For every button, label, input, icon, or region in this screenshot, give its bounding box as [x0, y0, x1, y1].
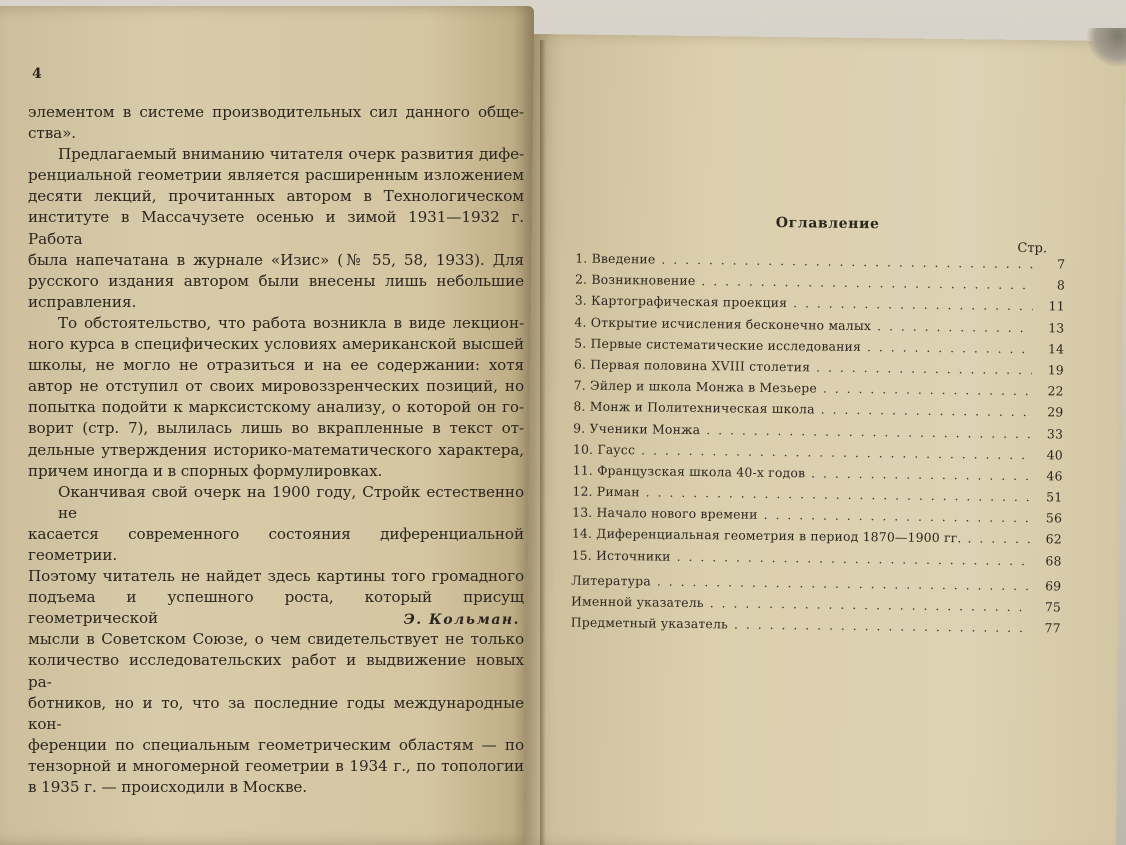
toc-entry-title: 9. Ученики Монжа: [573, 420, 701, 437]
toc-entry-title: 4. Открытие исчисления бесконечно малых: [574, 314, 872, 333]
page-number: 4: [32, 66, 42, 82]
toc-entry-page: 77: [1044, 620, 1061, 636]
paragraph: [28, 313, 524, 482]
toc-entry-page: 68: [1045, 552, 1062, 569]
text-line: Оканчивая свой очерк на 1900 году, Стройк естественно не: [58, 482, 524, 522]
text-line: касается современного состояния диференциальной геометрии.: [28, 524, 524, 564]
leader-dots: [764, 507, 1031, 525]
text-line: Поэтому читатель не найдет здесь картины того громадного: [28, 567, 524, 586]
toc-entry-title: 7. Эйлер и школа Монжа в Мезьере: [573, 377, 818, 396]
leader-dots: [867, 339, 1032, 356]
paragraph: [28, 144, 524, 313]
author-signature: Э. Кольман.: [403, 612, 520, 628]
toc-entry-page: 7: [1057, 256, 1066, 272]
leader-dots: [677, 548, 1030, 567]
leader-dots: [821, 402, 1032, 420]
leader-dots: [811, 465, 1031, 483]
text-line: исправления.: [28, 292, 137, 311]
toc-entry-page: 22: [1047, 383, 1064, 399]
leader-dots: [661, 252, 1033, 272]
text-line: мысли в Советском Союзе, о чем свидетельствует не только: [28, 630, 524, 649]
text-line: ства».: [28, 124, 77, 143]
text-line: количество исследовательских работ и выдвижение новых ра-: [28, 651, 524, 691]
toc-entry-title: Литература: [571, 572, 651, 589]
toc-entry-page: 19: [1047, 362, 1065, 378]
toc-entry-page: 33: [1046, 425, 1064, 441]
toc-entry-title: 14. Диференциальная геометрия в период 1870—1900 гг.: [571, 525, 962, 546]
text-line: дельные утверждения историко-математического характера,: [28, 440, 524, 459]
leader-dots: [734, 617, 1029, 636]
leader-dots: [793, 296, 1033, 314]
toc-entry-title: 12. Риман: [572, 483, 640, 500]
text-line: То обстоятельство, что работа возникла в виде лекцион-: [58, 313, 524, 332]
text-line: ренциальной геометрии является расширенным изложением: [28, 166, 524, 185]
toc-entry-page: 8: [1056, 277, 1066, 293]
paragraph: [28, 482, 524, 798]
toc-entry-title: 15. Источники: [571, 547, 671, 564]
toc-entry-page: 13: [1048, 319, 1065, 336]
toc-entry-page: 29: [1047, 404, 1064, 420]
text-line: ференции по специальным геометрическим областям — по: [28, 735, 524, 754]
toc-entry-title: 5. Первые систематические исследования: [574, 335, 862, 354]
toc-entry-title: 6. Первая половина XVIII столетия: [573, 356, 811, 375]
gutter-shadow: [540, 40, 546, 845]
toc-entry-title: Именной указатель: [570, 593, 704, 611]
toc-entry-page: 69: [1045, 578, 1062, 594]
toc-entry-title: 8. Монж и Политехническая школа: [573, 398, 815, 417]
text-line: ного курса в специфических условиях американской высшей: [28, 335, 524, 354]
text-line: тензорной и многомерной геометрии в 1934 г., по топологии: [28, 756, 524, 775]
text-line: школы, не могло не отразиться и на ее содержании: хотя: [28, 356, 524, 375]
toc-entry-title: 13. Начало нового времени: [572, 504, 758, 523]
text-line: Предлагаемый вниманию читателя очерк развития дифе-: [58, 145, 524, 164]
toc-entry-title: Предметный указатель: [570, 614, 729, 632]
text-line: автор не отступил от своих мировоззренческих позиций, но: [28, 377, 524, 396]
text-line: ботников, но и то, что за последние годы международные кон-: [28, 693, 524, 733]
leader-dots: [816, 359, 1032, 377]
leader-dots: [967, 531, 1030, 547]
toc-entry-page: 75: [1044, 599, 1062, 615]
text-line: русского издания автором были внесены лишь небольшие: [28, 271, 524, 290]
toc-entry-page: 46: [1046, 468, 1063, 484]
text-line: институте в Массачузете осенью и зимой 1931—1932 г. Работа: [28, 208, 524, 248]
leader-dots: [877, 318, 1032, 335]
right-page: [524, 34, 1126, 845]
text-line: ворит (стр. 7), вылилась лишь во вкрапленные в текст от-: [28, 419, 524, 438]
toc-entry-page: 40: [1046, 446, 1063, 463]
paragraph: [28, 102, 524, 144]
foreword-text: [28, 102, 524, 798]
toc-entry-page: 51: [1046, 489, 1063, 505]
toc-entry-title: 2. Возникновение: [574, 271, 696, 289]
leader-dots: [701, 273, 1033, 292]
text-line: подъема и успешного роста, который присущ геометрической: [28, 588, 524, 628]
toc-entry-page: 62: [1045, 531, 1062, 547]
table-of-contents: [571, 251, 1066, 642]
toc-page-column-header: Стр.: [1017, 240, 1048, 257]
text-line: десяти лекций, прочитанных автором в Технологическом: [28, 187, 524, 206]
toc-entry-page: 14: [1047, 341, 1065, 357]
leader-dots: [657, 573, 1030, 593]
leader-dots: [710, 595, 1029, 614]
toc-entry-title: 11. Французская школа 40-х годов: [572, 462, 806, 481]
toc-entry-title: 10. Гаусс: [572, 441, 636, 457]
toc-entry-page: 11: [1048, 298, 1065, 314]
left-page: [0, 6, 534, 845]
toc-entry-title: 3. Картографическая проекция: [574, 292, 788, 311]
toc-entry-page: 56: [1045, 510, 1063, 526]
leader-dots: [706, 422, 1031, 441]
page-corner-wear: [1086, 28, 1126, 68]
text-line: в 1935 г. — происходили в Москве.: [28, 778, 308, 796]
text-line: попытка подойти к марксистскому анализу, о которой он го-: [28, 398, 524, 417]
text-line: элементом в системе производительных сил данного обще-: [28, 103, 524, 121]
text-line: была напечатана в журнале «Изис» (№ 55, 58, 1933). Для: [28, 250, 524, 269]
leader-dots: [823, 381, 1032, 399]
text-line: причем иногда и в спорных формулировках.: [28, 461, 383, 480]
toc-title: Оглавление: [775, 214, 880, 233]
toc-entry-title: 1. Введение: [575, 250, 656, 267]
